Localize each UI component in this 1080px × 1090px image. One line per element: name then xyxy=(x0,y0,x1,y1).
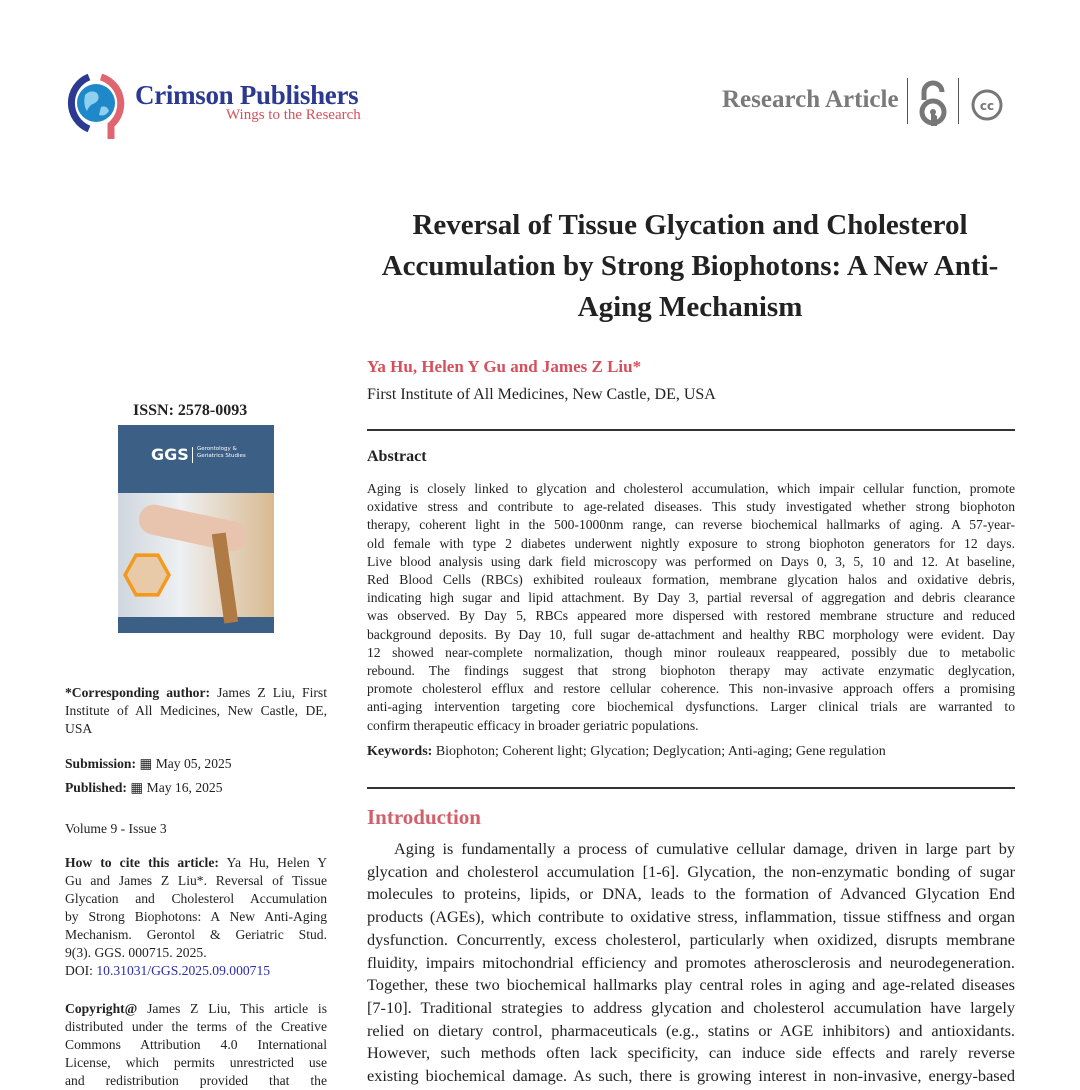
copyright xyxy=(65,1000,327,1090)
text-line: James Z Liu, First xyxy=(217,685,327,700)
text-line: distributed under the terms of the Creative xyxy=(65,1019,327,1034)
calendar-icon: ▦ xyxy=(130,780,144,795)
text-line: oxidative stress and contribute to age-related diseases. This study investigated whether strong biophoton xyxy=(367,499,1015,515)
affiliation: First Institute of All Medicines, New Castle, DE, USA xyxy=(367,386,716,403)
text-line: Commons Attribution 4.0 International xyxy=(65,1037,327,1052)
text-line: Ya Hu, Helen Y xyxy=(226,855,328,870)
text-line: anti-aging intervention targeting core biochemical dysfunctions. Larger clinical trials are warranted to xyxy=(367,699,1015,715)
text-line: Live blood analysis using dark field microscopy was performed on Days 0, 3, 5, 10 and 12. At baseline, xyxy=(367,553,1015,569)
cover-photo xyxy=(118,493,274,617)
article-title: Reversal of Tissue Glycation and Cholesterol Accumulation by Strong Biophotons: A New Anti-Aging Mechanism xyxy=(381,209,999,323)
submission-value: May 05, 2025 xyxy=(155,756,232,771)
text-line: relied on dietary control, pharmaceuticals (e.g., statins or AGE inhibitors) and antioxidants. xyxy=(367,1020,1015,1040)
cover-journal-line: Gerontology & xyxy=(197,446,237,452)
text-line: Mechanism. Gerontol & Geriatric Stud. xyxy=(65,927,327,942)
keywords-list: Biophoton; Coherent light; Glycation; Deglycation; Anti-aging; Gene regulation xyxy=(435,744,886,759)
text-line: and redistribution provided that the xyxy=(65,1073,327,1088)
text-line: existing biochemical damage. As such, there is growing interest in non-invasive, energy-based xyxy=(367,1066,1015,1086)
text-line: fluidity, impairs mitochondrial efficiency and promotes atherosclerosis and neurodegeneration. xyxy=(367,952,1015,972)
published-label: Published: xyxy=(65,780,127,795)
open-access-icon xyxy=(918,80,948,128)
text-line: Aging is closely linked to glycation and cholesterol accumulation, which impair cellular function, promote xyxy=(367,481,1015,496)
divider xyxy=(958,78,959,124)
volume-issue: Volume 9 - Issue 3 xyxy=(65,821,167,836)
text-line: James Z Liu, This article is xyxy=(147,1001,327,1016)
text-line: Together, these two biochemical hallmarks play central roles in aging and age-related diseases xyxy=(367,975,1015,995)
text-line: However, such methods often lack specificity, can induce side effects and rarely reverse xyxy=(367,1043,1015,1063)
divider xyxy=(192,447,193,463)
divider xyxy=(367,787,1015,789)
corresponding-author xyxy=(65,684,327,738)
text-line: by Strong Biophotons: A New Anti-Aging xyxy=(65,909,327,924)
keywords-label: Keywords: xyxy=(367,744,433,759)
text-line: License, which permits unrestricted use xyxy=(65,1055,327,1070)
publisher-name: Crimson Publishers xyxy=(135,80,359,110)
abstract-text xyxy=(367,480,1015,735)
text-line: Red Blood Cells (RBCs) exhibited rouleaux formation, membrane glycation halos and oxidative debris, xyxy=(367,572,1015,588)
text-line: Gu and James Z Liu*. Reversal of Tissue xyxy=(65,873,327,888)
copyright-label: Copyright@ xyxy=(65,1001,138,1016)
creative-commons-icon xyxy=(970,88,1004,122)
text-line: molecules to proteins, lipids, or DNA, leads to the formation of Advanced Glycation End xyxy=(367,884,1015,904)
corresponding-label: *Corresponding author: xyxy=(65,685,211,700)
calendar-icon: ▦ xyxy=(139,756,153,771)
text-line: was observed. By Day 5, RBCs appeared more dispersed with restored membrane structure and reduced xyxy=(367,608,1015,624)
article-type: Research Article xyxy=(722,86,899,113)
text-line: dysfunction. Concurrently, excess cholesterol, particularly when oxidized, disrupts membrane xyxy=(367,929,1015,949)
cover-journal-line: Geriatrics Studies xyxy=(197,453,246,459)
journal-cover-image xyxy=(118,425,274,633)
publisher-logo-icon xyxy=(67,71,129,141)
text-line: 12 showed near-complete normalization, though minor rouleaux reappeared, possibly due to metabolic xyxy=(367,644,1015,660)
publisher-tagline: Wings to the Research xyxy=(226,107,361,123)
authors: Ya Hu, Helen Y Gu and James Z Liu* xyxy=(367,357,642,376)
text-line: background deposits. By Day 10, full sugar de-attachment and healthy RBC morphology were evident. Day xyxy=(367,626,1015,642)
svg-text:cc: cc xyxy=(979,99,995,113)
text-line: Glycation and Cholesterol Accumulation xyxy=(65,891,327,906)
introduction-text xyxy=(367,838,1015,1088)
published-date xyxy=(65,779,327,797)
text-line: promote cholesterol efflux and restore cellular coherence. This non-invasive approach offers a promising xyxy=(367,681,1015,697)
cover-abbr: GGS xyxy=(151,445,189,464)
text-line: confirm therapeutic efficacy in broader geriatric populations. xyxy=(367,717,699,733)
text-line: [7-10]. Traditional strategies to address glycation and cholesterol accumulation have largely xyxy=(367,997,1015,1017)
published-value: May 16, 2025 xyxy=(146,780,223,795)
doi-label: DOI: xyxy=(65,963,93,978)
divider xyxy=(367,429,1015,431)
cover-journal-name xyxy=(197,446,246,460)
text-line: Institute of All Medicines, New Castle, DE, xyxy=(65,703,327,718)
introduction-heading: Introduction xyxy=(367,805,481,829)
how-to-cite xyxy=(65,854,327,980)
submission-label: Submission: xyxy=(65,756,137,771)
text-line: therapy, coherent light in the 500-1000nm range, can reverse biochemical hallmarks of aging. A 57-year- xyxy=(367,517,1015,533)
text-line: Aging is fundamentally a process of cumulative cellular damage, driven in large part by xyxy=(394,839,1015,858)
divider xyxy=(907,78,908,124)
text-line: USA xyxy=(65,721,93,736)
text-line: rebound. The findings suggest that strong biophoton therapy may activate enzymatic deglycation, xyxy=(367,663,1015,679)
text-line: indicating high sugar and lipid attachment. By Day 3, partial reversal of aggregation and debris clearance xyxy=(367,590,1015,606)
text-line: products (AGEs), which contribute to oxidative stress, inflammation, tissue stiffness and organ xyxy=(367,907,1015,927)
keywords xyxy=(367,744,886,760)
doi-link[interactable]: 10.31031/GGS.2025.09.000715 xyxy=(96,963,271,978)
text-line: glycation and cholesterol accumulation [1-6]. Glycation, the non-enzymatic bonding of sugar xyxy=(367,861,1015,881)
cite-label: How to cite this article: xyxy=(65,855,219,870)
abstract-heading: Abstract xyxy=(367,448,427,465)
text-line: 9(3). GGS. 000715. 2025. xyxy=(65,945,207,960)
text-line: old female with type 2 diabetes underwent nightly exposure to strong biophoton generators for 12 days. xyxy=(367,535,1015,551)
issn: ISSN: 2578-0093 xyxy=(133,402,248,419)
submission-date xyxy=(65,755,327,773)
